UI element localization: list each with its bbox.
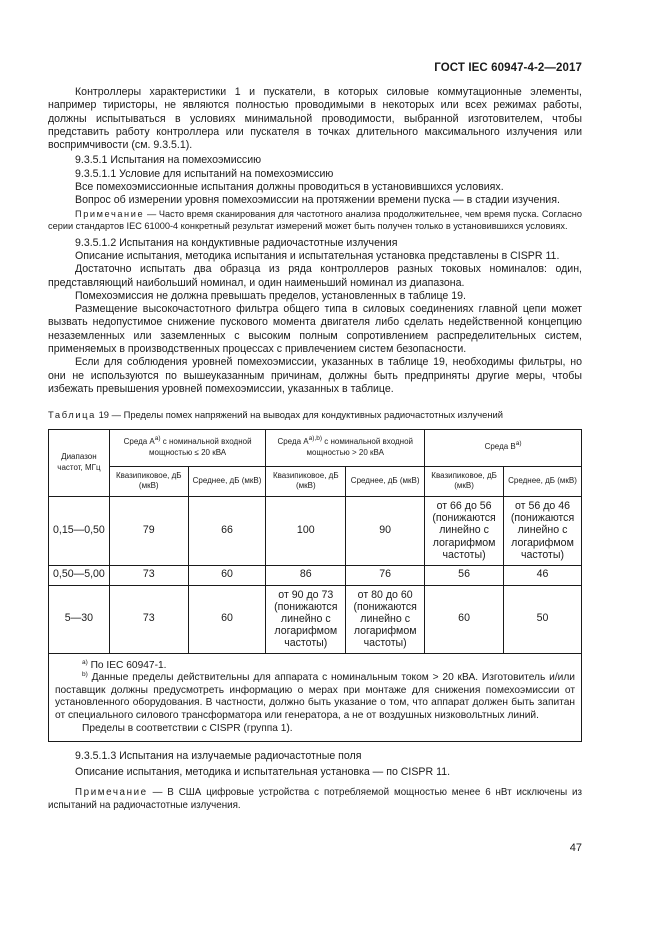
value-cell: 46: [504, 565, 582, 585]
value-cell: 90: [346, 496, 425, 565]
value-cell: 60: [425, 585, 504, 653]
paragraph: Вопрос об измерении уровня помехоэмиссии на протяжении времени пуска — в стадии изучения.: [75, 194, 560, 207]
page-number: 47: [569, 842, 582, 854]
table-caption-text: 19 — Пределы помех напряжений на выводах для кондуктивных радиочастотных излучений: [95, 409, 504, 421]
section-heading: 9.3.5.1.1 Условие для испытаний на помехоэмиссию: [75, 167, 334, 180]
value-cell: от 56 до 46 (понижаются линейно с логарифмом частоты): [504, 496, 582, 565]
paragraph: Все помехоэмиссионные испытания должны проводиться в установившихся условиях.: [75, 181, 504, 194]
average-header: Среднее, дБ (мкВ): [504, 466, 582, 496]
section-heading: 9.3.5.1.3 Испытания на излучаемые радиочастотные поля: [75, 750, 362, 763]
value-cell: 50: [504, 585, 582, 653]
value-cell: от 80 до 60 (понижаются линейно с логарифмом частоты): [346, 585, 425, 653]
value-cell: 56: [425, 565, 504, 585]
note-text: — В США цифровые устройства с потребляемой мощностью менее 6 нВт исключены из испытаний на радиочастотные излучения.: [48, 786, 582, 811]
note: [48, 786, 582, 812]
quasi-peak-header: Квазипиковое, дБ (мкВ): [425, 466, 504, 496]
value-cell: 76: [346, 565, 425, 585]
range-header: Диапазон частот, МГц: [49, 429, 110, 496]
value-cell: 60: [188, 565, 266, 585]
note-label: Примечание: [75, 208, 145, 219]
env-b-header: Среда $B^{a)}$: [425, 429, 582, 466]
value-cell: 100: [266, 496, 346, 565]
note-text: — Часто время сканирования для частотного анализа продолжительнее, чем время пуска. Согласно серии стандартов IEC 61000-4 конкретный результат измерений может быть получен только в установившихся условиях.: [48, 208, 582, 231]
section-heading: 9.3.5.1 Испытания на помехоэмиссию: [75, 154, 262, 167]
document-header: ГОСТ IEC 60947-4-2—2017: [434, 62, 582, 74]
note: [48, 208, 582, 232]
table-footnotes: [49, 653, 582, 742]
paragraph: Достаточно испытать два образца из ряда контроллеров разных токовых номиналов: один, представляющий наибольший номинал, и один наименьший номинал из диапазона.: [48, 263, 582, 289]
table-row: [49, 565, 582, 585]
table-caption-label: Таблица: [48, 409, 96, 421]
paragraph: Помехоэмиссия не должна превышать пределов, установленных в таблице 19.: [75, 289, 466, 302]
table-row: [49, 496, 582, 565]
value-cell: 73: [109, 565, 188, 585]
range-cell: 5—30: [49, 585, 110, 653]
value-cell: 73: [109, 585, 188, 653]
average-header: Среднее, дБ (мкВ): [188, 466, 266, 496]
env-a-small-header: Среда $A^{a)}$ с номинальной входной мощностью ≤ 20 кВА: [109, 429, 266, 466]
paragraph: Описание испытания, методика и испытательная установка — по CISPR 11.: [75, 766, 451, 779]
quasi-peak-header: Квазипиковое, дБ (мкВ): [109, 466, 188, 496]
paragraph: Контроллеры характеристики 1 и пускатели, в которых силовые коммутационные элементы, например тиристоры, не являются полностью проводимыми в некоторых или всех режимах работы, должны испытываться в условиях минимальной проводимости, выбранной изготовителем, чтобы представить работу контроллера или пускателя в точках длительного максимального излучения или воспримчивости (см. 9.3.5.1).: [48, 86, 582, 152]
value-cell: от 66 до 56 (понижаются линейно с логарифмом частоты): [425, 496, 504, 565]
value-cell: 66: [188, 496, 266, 565]
value-cell: 79: [109, 496, 188, 565]
document-body: [48, 86, 582, 812]
value-cell: 60: [188, 585, 266, 653]
env-a-large-header: Среда $A^{a),b)}$ с номинальной входной мощностью > 20 кВА: [266, 429, 425, 466]
note-label: Примечание: [75, 786, 148, 798]
limits-table: [48, 429, 582, 743]
table-row: [49, 585, 582, 653]
value-cell: от 90 до 73 (понижаются линейно с логарифмом частоты): [266, 585, 346, 653]
footnote-a: $^{a)}$ По IEC 60947-1.: [82, 658, 167, 671]
paragraph: Если для соблюдения уровней помехоэмиссии, указанных в таблице 19, необходимы фильтры, но они не используются по вышеуказанным причинам, должны быть предприняты другие меры, чтобы избежать превышения уровней помехоэмиссии, указанных в таблице.: [48, 356, 582, 395]
range-cell: 0,15—0,50: [49, 496, 110, 565]
table-caption: [48, 408, 582, 421]
value-cell: 86: [266, 565, 346, 585]
paragraph: Описание испытания, методика испытания и испытательная установка представлены в CISPR 11.: [75, 249, 560, 262]
footnotes-cell: [49, 653, 582, 742]
paragraph: Размещение высокочастотного фильтра общего типа в силовых соединениях главной цепи может вызвать недопустимое снижение пускового момента двигателя либо сделать недейственной концепцию незаземленных или заземленных с высоким полным сопротивлением распределительных систем, применяемых в производственных процессах с привлечением систем безопасности.: [48, 303, 582, 356]
average-header: Среднее, дБ (мкВ): [346, 466, 425, 496]
quasi-peak-header: Квазипиковое, дБ (мкВ): [266, 466, 346, 496]
footnote-c: Пределы в соответствии с CISPR (группа 1).: [82, 722, 293, 734]
section-heading: 9.3.5.1.2 Испытания на кондуктивные радиочастотные излучения: [75, 236, 398, 249]
range-cell: 0,50—5,00: [49, 565, 110, 585]
footnote-b: $^{b)}$ Данные пределы действительны для аппарата с номинальным током > 20 кВА. Изготовитель и/или поставщик должны предусмотреть информацию о мерах при монтаже для снижения помехоэмиссии от установленного оборудования. В частности, должно быть указание о том, что аппарат должен быть запитан от специального силового трансформатора или генератора, а не от воздушных низковольтных линий.: [55, 671, 575, 721]
